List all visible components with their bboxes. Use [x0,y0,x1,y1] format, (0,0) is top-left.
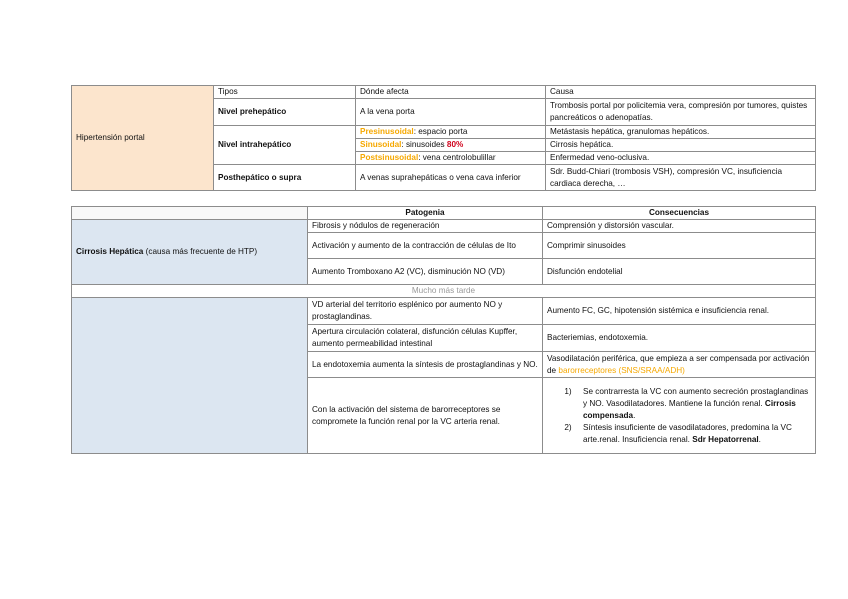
blue-empty-cell [72,298,308,454]
pat-row-5: Apertura circulación colateral, disfunción células Kupffer, aumento permeabilidad intestinal [308,325,543,352]
pat-row-4: VD arterial del territorio esplénico por aumento NO y prostaglandinas. [308,298,543,325]
causa-prehepatico: Trombosis portal por policitemia vera, compresión por tumores, quistes pancreáticos o adenopatías. [546,99,816,126]
donde-presinusoidal: Presinusoidal: espacio porta [356,126,546,139]
header-consecuencias: Consecuencias [543,207,816,220]
separator-mucho-mas-tarde: Mucho más tarde [72,285,816,298]
tipo-posthepatico: Posthepático o supra [214,165,356,191]
pat-row-1: Fibrosis y nódulos de regeneración [308,220,543,233]
portal-hypertension-table [71,85,816,191]
row-label-hipertension-portal: Hipertensión portal [72,86,214,191]
header-causa: Causa [546,86,816,99]
list-item: 2) Síntesis insuficiente de vasodilatadores, predomina la VC arte.renal. Insuficiencia renal. Sdr Hepatorrenal. [564,422,792,444]
header-donde: Dónde afecta [356,86,546,99]
header-empty [72,207,308,220]
con-row-1: Comprensión y distorsión vascular. [543,220,816,233]
pat-row-7: Con la activación del sistema de barorreceptores se compromete la función renal por la VC arteria renal. [308,378,543,454]
con-row-7 [543,378,816,454]
pat-row-2: Activación y aumento de la contracción de células de Ito [308,233,543,259]
donde-sinusoidal: Sinusoidal: sinusoides 80% [356,139,546,152]
causa-postsinusoidal: Enfermedad veno-oclusiva. [546,152,816,165]
con-row-6: Vasodilatación periférica, que empieza a ser compensada por activación de barorreceptores (SNS/SRAA/ADH) [543,352,816,378]
header-tipos: Tipos [214,86,356,99]
causa-sinusoidal: Cirrosis hepática. [546,139,816,152]
pat-row-3: Aumento Tromboxano A2 (VC), disminución NO (VD) [308,259,543,285]
list-item: 1) Se contrarresta la VC con aumento secreción prostaglandinas y NO. Vasodilatadores. Mantiene la función renal. Cirrosis compensada. [564,386,809,420]
donde-posthepatico: A venas suprahepáticas o vena cava inferior [356,165,546,191]
tipo-intrahepatico: Nivel intrahepático [214,126,356,165]
row-label-cirrosis: Cirrosis Hepática (causa más frecuente de HTP) [72,220,308,285]
donde-prehepatico: A la vena porta [356,99,546,126]
causa-presinusoidal: Metástasis hepática, granulomas hepáticos. [546,126,816,139]
donde-postsinusoidal: Postsinusoidal: vena centrolobulillar [356,152,546,165]
con-row-2: Comprimir sinusoides [543,233,816,259]
tipo-prehepatico: Nivel prehepático [214,99,356,126]
con-row-4: Aumento FC, GC, hipotensión sistémica e insuficiencia renal. [543,298,816,325]
pat-row-6: La endotoxemia aumenta la síntesis de prostaglandinas y NO. [308,352,543,378]
con-row-3: Disfunción endotelial [543,259,816,285]
header-patogenia: Patogenia [308,207,543,220]
causa-posthepatico: Sdr. Budd-Chiari (trombosis VSH), compresión VC, insuficiencia cardiaca derecha, … [546,165,816,191]
con-row-5: Bacteriemias, endotoxemia. [543,325,816,352]
cirrhosis-table [71,206,816,454]
